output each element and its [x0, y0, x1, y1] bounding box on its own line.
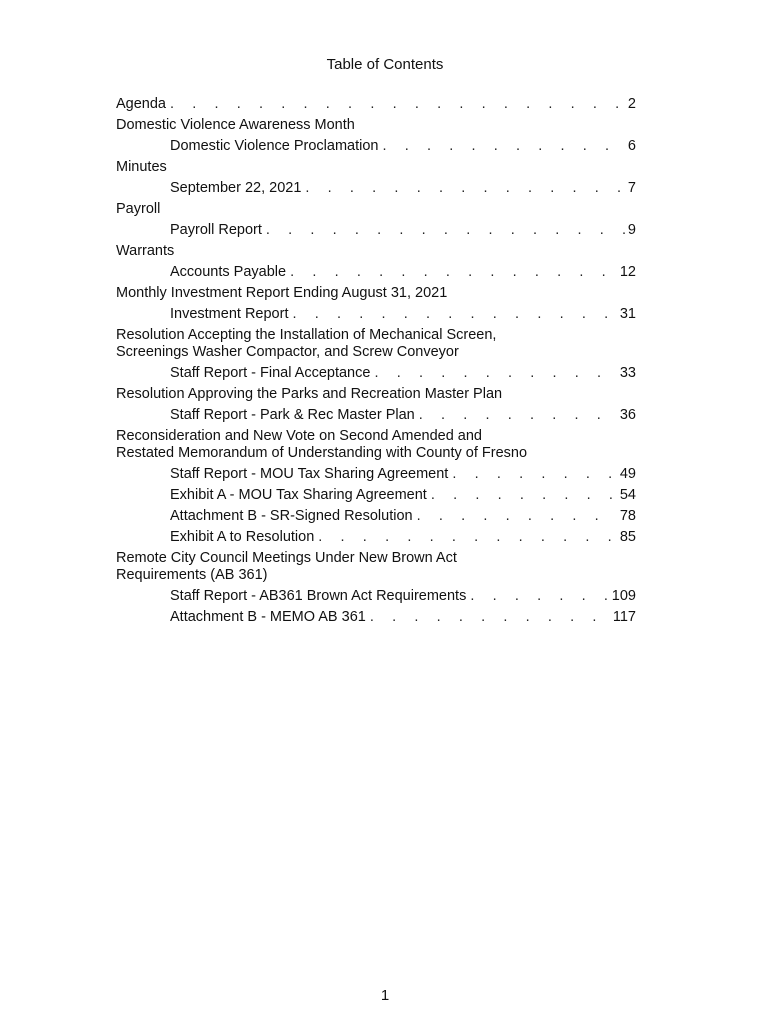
toc-entry-label: Attachment B - SR-Signed Resolution — [170, 508, 413, 524]
toc-entry-page: 6 — [627, 138, 636, 154]
toc-entry-label: Attachment B - MEMO AB 361 — [170, 609, 366, 625]
toc-section — [116, 285, 636, 323]
toc-section-heading: Domestic Violence Awareness Month — [116, 117, 355, 133]
toc-entry-label: Staff Report - Park & Rec Master Plan — [170, 407, 415, 423]
toc-entry-page: 78 — [619, 508, 636, 524]
toc-entry-page: 49 — [619, 466, 636, 482]
toc-section — [116, 159, 636, 197]
toc-section-heading: Monthly Investment Report Ending August 31, 2021 — [116, 285, 448, 301]
toc-section — [116, 428, 636, 546]
toc-entry-page: 54 — [619, 487, 636, 503]
toc-section — [116, 550, 636, 626]
toc-entry[interactable] — [116, 264, 636, 281]
toc-entry-label: September 22, 2021 — [170, 180, 302, 196]
toc-entry[interactable] — [116, 588, 636, 605]
toc-entry-label: Investment Report — [170, 306, 289, 322]
toc-section — [116, 243, 636, 281]
toc-entry-label: Staff Report - Final Acceptance — [170, 365, 371, 381]
toc-dot-leader — [374, 365, 616, 382]
toc-dot-leader — [370, 609, 610, 626]
toc-entry-page: 2 — [627, 96, 636, 112]
toc-section-heading: Payroll — [116, 201, 161, 217]
toc-dot-leader — [266, 222, 625, 239]
table-of-contents — [116, 96, 636, 626]
toc-entry-label: Staff Report - MOU Tax Sharing Agreement — [170, 466, 449, 482]
page-number: 1 — [380, 987, 390, 1004]
toc-entry-page: 9 — [627, 222, 636, 238]
toc-entry-page: 12 — [619, 264, 636, 280]
toc-dot-leader — [305, 180, 625, 197]
toc-entry-label: Exhibit A to Resolution — [170, 529, 315, 545]
toc-entry-label: Accounts Payable — [170, 264, 287, 280]
toc-section — [116, 327, 636, 382]
toc-entry-page: 7 — [627, 180, 636, 196]
toc-dot-leader — [170, 96, 625, 113]
toc-section-heading: Reconsideration and New Vote on Second Amended and Restated Memorandum of Understanding with County of Fresno — [116, 428, 528, 461]
toc-dot-leader — [417, 508, 617, 525]
toc-entry[interactable] — [116, 466, 636, 483]
toc-entry-page: 36 — [619, 407, 636, 423]
toc-entry-label: Domestic Violence Proclamation — [170, 138, 379, 154]
toc-entry-page: 31 — [619, 306, 636, 322]
toc-entry-label: Exhibit A - MOU Tax Sharing Agreement — [170, 487, 427, 503]
toc-section-heading: Remote City Council Meetings Under New Brown Act Requirements (AB 361) — [116, 550, 457, 583]
toc-section — [116, 201, 636, 239]
toc-entry-page: 33 — [619, 365, 636, 381]
toc-entry[interactable] — [116, 180, 636, 197]
toc-section-heading: Resolution Accepting the Installation of Mechanical Screen, Screenings Washer Compactor, and Screw Conveyor — [116, 327, 497, 360]
toc-dot-leader — [318, 529, 617, 546]
toc-section — [116, 96, 636, 113]
toc-entry[interactable] — [116, 407, 636, 424]
toc-dot-leader — [431, 487, 617, 504]
toc-entry[interactable] — [116, 609, 636, 626]
toc-dot-leader — [419, 407, 617, 424]
toc-dot-leader — [382, 138, 624, 155]
toc-section-heading: Resolution Approving the Parks and Recreation Master Plan — [116, 386, 503, 402]
toc-entry-page: 109 — [611, 588, 636, 604]
toc-dot-leader — [292, 306, 616, 323]
toc-section-heading: Minutes — [116, 159, 167, 175]
toc-entry[interactable] — [116, 306, 636, 323]
toc-entry-page: 117 — [612, 609, 636, 625]
toc-dot-leader — [452, 466, 617, 483]
toc-entry[interactable] — [116, 138, 636, 155]
toc-entry[interactable] — [116, 529, 636, 546]
toc-dot-leader — [290, 264, 617, 281]
toc-entry-page: 85 — [619, 529, 636, 545]
toc-entry-label: Payroll Report — [170, 222, 262, 238]
toc-section — [116, 117, 636, 155]
toc-dot-leader — [470, 588, 608, 605]
toc-entry-label: Staff Report - AB361 Brown Act Requirements — [170, 588, 467, 604]
toc-entry[interactable] — [116, 508, 636, 525]
page-title: Table of Contents — [326, 56, 444, 73]
toc-entry-label: Agenda — [116, 96, 166, 112]
toc-entry[interactable] — [116, 487, 636, 504]
toc-entry[interactable] — [116, 365, 636, 382]
toc-entry[interactable] — [116, 222, 636, 239]
toc-section — [116, 386, 636, 424]
toc-entry[interactable] — [116, 96, 636, 113]
toc-section-heading: Warrants — [116, 243, 175, 259]
